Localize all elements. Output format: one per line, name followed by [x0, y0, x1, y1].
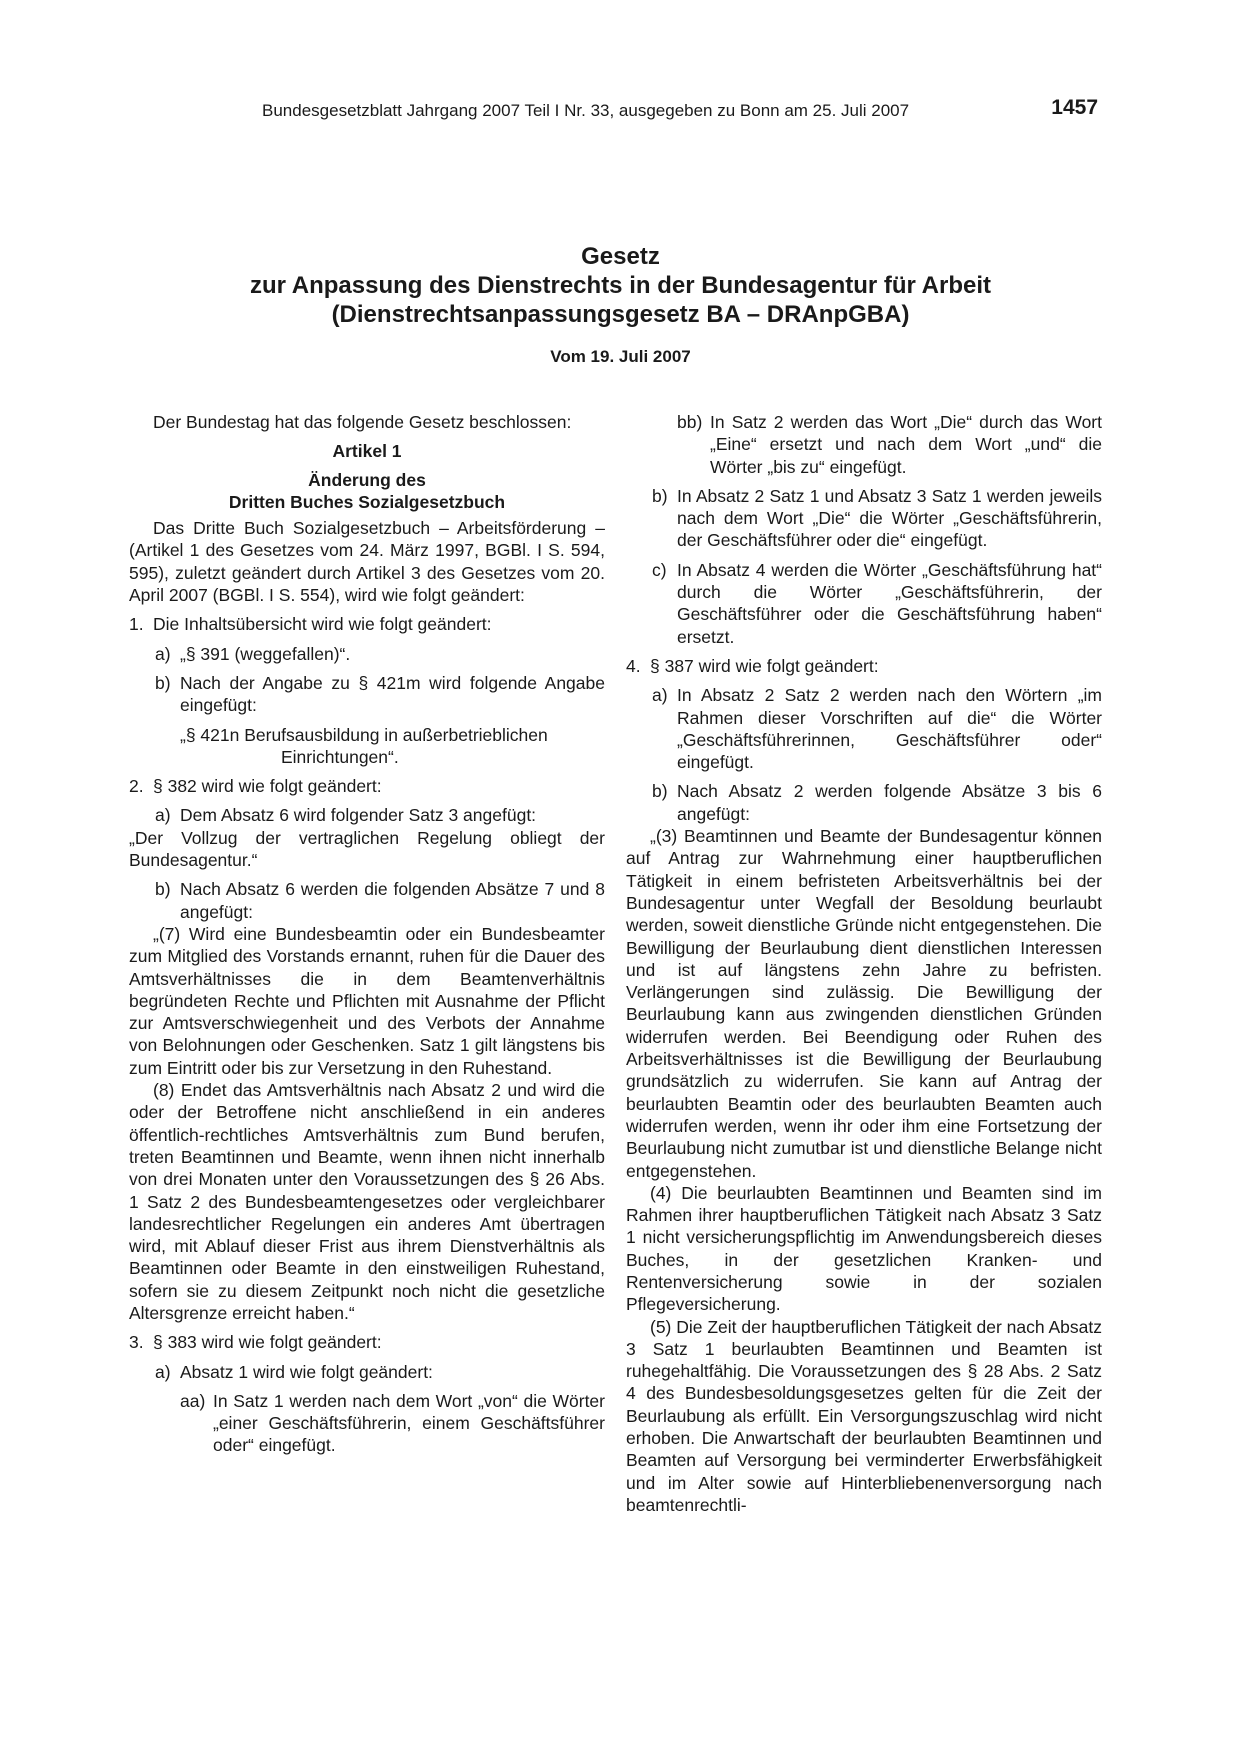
item-label: b) — [155, 879, 171, 900]
item-text: In Absatz 2 Satz 2 werden nach den Wörtern „im Rahmen dieser Vorschriften auf die“ die Wörter „Geschäftsführerinnen, Geschäftsführer oder“ eingefügt. — [677, 685, 1102, 773]
item-text: Nach Absatz 2 werden folgende Absätze 3 bis 6 angefügt: — [677, 781, 1102, 824]
item-label: 3. — [129, 1332, 144, 1353]
item-label: a) — [652, 685, 668, 706]
item-text: § 383 wird wie folgt geändert: — [153, 1332, 382, 1353]
quote-absatz-7: „(7) Wird eine Bundesbeamtin oder ein Bundesbeamter zum Mitglied des Vorstands ernannt, ruhen für die Dauer des Amtsverhältnisses die in dem Beamtenverhältnis begründeten Rechte und Pflichten mit Ausnahme der Pflicht zur Amtsverschwiegenheit und des Verbots der Annahme von Belohnungen oder Geschenken. Satz 1 gilt längstens bis zum Eintritt oder bis zur Versetzung in den Ruhestand. — [129, 923, 605, 1078]
item-text: In Satz 2 werden das Wort „Die“ durch das Wort „Eine“ ersetzt und nach dem Wort „und“ die Wörter „bis zu“ eingefügt. — [710, 412, 1102, 477]
item-label: 1. — [129, 614, 144, 635]
item-text: Dem Absatz 6 wird folgender Satz 3 angefügt: — [180, 805, 537, 826]
item-text: Absatz 1 wird wie folgt geändert: — [180, 1361, 433, 1382]
list-item-1a — [155, 643, 605, 665]
item-label: b) — [155, 672, 171, 693]
item-label: a) — [155, 805, 171, 826]
item-text: Die Inhaltsübersicht wird wie folgt geändert: — [153, 614, 492, 635]
list-item-4a — [652, 684, 1102, 773]
list-item-3aa — [180, 1390, 605, 1457]
running-header — [262, 96, 1098, 123]
item-label: a) — [155, 1361, 171, 1382]
item-label: 2. — [129, 776, 144, 797]
item-text: In Absatz 4 werden die Wörter „Geschäftsführung hat“ durch die Wörter „Geschäftsführerin, der Geschäftsführer oder die Geschäftsführung haben“ ersetzt. — [677, 559, 1102, 647]
item-label: aa) — [180, 1390, 206, 1411]
article-subtitle-2: Dritten Buches Sozialgesetzbuch — [228, 491, 506, 512]
list-item-4b — [652, 780, 1102, 825]
item-label: 4. — [626, 655, 641, 676]
list-item-1 — [129, 613, 605, 635]
quote-421n — [180, 724, 605, 769]
quote-line: „§ 421n Berufsausbildung in außerbetrieblichen — [180, 724, 548, 745]
right-column — [626, 411, 1102, 1516]
article-intro: Das Dritte Buch Sozialgesetzbuch – Arbeitsförderung – (Artikel 1 des Gesetzes vom 24. März 1997, BGBl. I S. 594, 595), zuletzt geändert durch Artikel 3 des Gesetzes vom 20. April 2007 (BGBl. I S. 554), wird wie folgt geändert: — [129, 518, 605, 606]
list-item-2b — [155, 878, 605, 923]
page-number: 1457 — [1051, 96, 1098, 119]
preamble: Der Bundestag hat das folgende Gesetz beschlossen: — [153, 412, 572, 432]
list-item-1b — [155, 672, 605, 717]
item-text: In Satz 1 werden nach dem Wort „von“ die Wörter „einer Geschäftsführerin, einem Geschäftsführer oder“ eingefügt. — [213, 1390, 605, 1456]
quote-absatz-3: „(3) Beamtinnen und Beamte der Bundesagentur können auf Antrag zur Wahrnehmung einer hauptberuflichen Tätigkeit in einem befristeten Arbeitsverhältnis bei der Bundesagentur unter Wegfall der Besoldung beurlaubt werden, soweit dienstliche Gründe nicht entgegenstehen. Die Bewilligung der Beurlaubung dient dienstlichen Interessen und ist auf längstens zehn Jahre zu befristen. Verlängerungen sind zulässig. Die Bewilligung der Beurlaubung kann aus zwingenden dienstlichen Gründen widerrufen werden. Bei Beendigung oder Ruhen des Arbeitsverhältnisses ist die Bewilligung der Beurlaubung grundsätzlich zu widerrufen. Sie kann auf Antrag der beurlaubten Beamtin oder des beurlaubten Beamten auch widerrufen werden, wenn ihr oder ihm eine Fortsetzung der Beurlaubung nicht zumutbar ist und dienstliche Belange nicht entgegenstehen. — [626, 826, 1102, 1181]
item-text: In Absatz 2 Satz 1 und Absatz 3 Satz 1 werden jeweils nach dem Wort „Die“ die Wörter „Geschäftsführerin, der Geschäftsführer oder die“ eingefügt. — [677, 485, 1102, 551]
quote-absatz-5: (5) Die Zeit der hauptberuflichen Tätigkeit der nach Absatz 3 Satz 1 beurlaubten Beamtinnen und Beamten ist ruhegehaltfähig. Die Voraussetzungen des § 28 Abs. 2 Satz 4 des Bundesbesoldungsgesetzes gelten für die Zeit der Beurlaubung als erfüllt. Ein Versorgungszuschlag wird nicht erhoben. Die Anwartschaft der beurlaubten Beamtinnen und Beamten auf Versorgung bei verminderter Erwerbsfähigkeit und im Alter sowie auf Hinterbliebenenversorgung nach beamtenrechtli- — [626, 1316, 1103, 1515]
item-text: „§ 391 (weggefallen)“. — [180, 643, 351, 664]
law-title-line-2: zur Anpassung des Dienstrechts in der Bundesagentur für Arbeit — [250, 272, 991, 299]
item-text: § 387 wird wie folgt geändert: — [650, 655, 879, 676]
list-item-3c — [652, 559, 1102, 648]
list-item-3b — [652, 485, 1102, 552]
item-label: bb) — [677, 412, 703, 432]
law-date: Vom 19. Juli 2007 — [550, 347, 691, 366]
article-subtitle-1: Änderung des — [308, 469, 426, 490]
item-text: § 382 wird wie folgt geändert: — [153, 776, 382, 797]
list-item-2a — [155, 804, 605, 826]
law-title-line-1: Gesetz — [581, 243, 660, 270]
item-label: b) — [652, 781, 668, 802]
item-text: Nach Absatz 6 werden die folgenden Absätze 7 und 8 angefügt: — [180, 879, 605, 922]
running-title: Bundesgesetzblatt Jahrgang 2007 Teil I Nr. 33, ausgegeben zu Bonn am 25. Juli 2007 — [262, 101, 910, 120]
quote-absatz-8: (8) Endet das Amtsverhältnis nach Absatz 2 und wird die oder der Betroffene nicht anschließend in ein anderes öffentlich-rechtliches Amtsverhältnis zum Bund berufen, treten Beamtinnen und Beamte, wenn ihnen nicht innerhalb von drei Monaten unter den Voraussetzungen des § 26 Abs. 1 Satz 2 des Bundesbeamtengesetzes oder vergleichbarer landesrechtlicher Regelungen ein anderes Amt übertragen wird, mit Ablauf dieser Frist aus ihrem Dienstverhältnis als Beamtinnen oder Beamte in den einstweiligen Ruhestand, sofern sie zu diesem Zeitpunkt noch nicht die gesetzliche Altersgrenze erreicht haben.“ — [129, 1080, 605, 1323]
item-text: Nach der Angabe zu § 421m wird folgende Angabe eingefügt: — [180, 672, 605, 716]
quote-satz-3: „Der Vollzug der vertraglichen Regelung obliegt der Bundesagentur.“ — [129, 827, 605, 871]
law-title — [0, 242, 1241, 329]
list-item-3 — [129, 1331, 605, 1353]
item-label: c) — [652, 559, 667, 580]
list-item-4 — [626, 655, 1102, 677]
list-item-2 — [129, 775, 605, 797]
item-label: a) — [155, 643, 171, 664]
list-item-3bb — [677, 411, 1102, 478]
list-item-3a — [155, 1361, 605, 1383]
quote-absatz-4: (4) Die beurlaubten Beamtinnen und Beamten sind im Rahmen ihrer hauptberuflichen Tätigkeit nach Absatz 3 Satz 1 nicht versicherungspflichtig im Anwendungsbereich dieses Buches, in der gesetzlichen Kranken- und Rentenversicherung sowie in der sozialen Pflegeversicherung. — [626, 1182, 1102, 1315]
quote-line: Einrichtungen“. — [281, 746, 399, 767]
item-label: b) — [652, 485, 668, 506]
law-title-line-3: (Dienstrechtsanpassungsgesetz BA – DRAnpGBA) — [331, 301, 910, 328]
left-column — [129, 411, 605, 1457]
article-heading: Artikel 1 — [332, 441, 402, 462]
